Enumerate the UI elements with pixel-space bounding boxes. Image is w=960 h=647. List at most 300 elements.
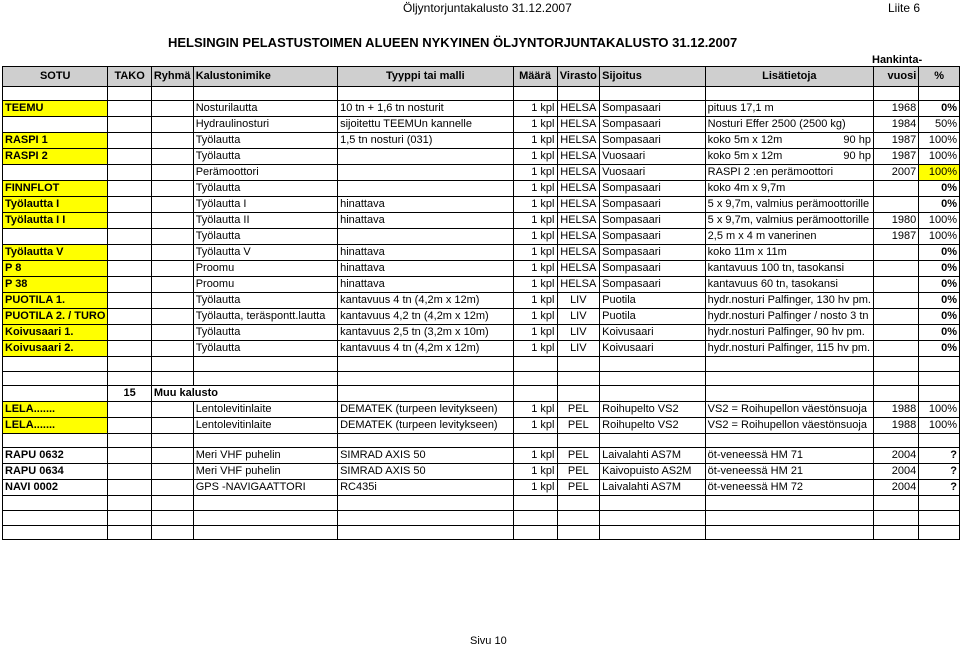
table-row: [3, 133, 960, 149]
tako-cell: [108, 245, 151, 261]
empty-cell: [705, 87, 873, 101]
tako-cell: [108, 149, 151, 165]
sotu-cell: Työlautta I: [3, 197, 108, 213]
empty-cell: [151, 526, 193, 540]
empty-cell: [193, 357, 337, 372]
item-name-cell: Työlautta: [193, 149, 337, 165]
sotu-cell: Koivusaari 2.: [3, 341, 108, 357]
empty-cell: [108, 434, 151, 448]
empty-cell: [338, 511, 514, 526]
agency-cell: PEL: [557, 448, 600, 464]
agency-cell: HELSA: [557, 181, 600, 197]
ryhma-cell: [151, 197, 193, 213]
notes-cell: [705, 229, 873, 245]
quantity-cell: 1 kpl: [513, 464, 557, 480]
tako-cell: [108, 402, 151, 418]
year-cell: [873, 341, 918, 357]
empty-cell: [600, 434, 706, 448]
empty-row: [3, 372, 960, 386]
notes-text: hydr.nosturi Palfinger, 130 hv pm.: [707, 294, 871, 306]
tako-cell: [108, 464, 151, 480]
empty-cell: [151, 511, 193, 526]
ryhma-cell: [151, 480, 193, 496]
notes-cell: [705, 101, 873, 117]
percent-cell: 50%: [919, 117, 960, 133]
empty-cell: [873, 386, 918, 402]
column-header: Kalustonimike: [193, 67, 337, 87]
year-cell: [873, 309, 918, 325]
notes-cell: [705, 293, 873, 309]
empty-cell: [193, 87, 337, 101]
location-cell: Sompasaari: [600, 213, 706, 229]
ryhma-cell: [151, 229, 193, 245]
table-row: [3, 480, 960, 496]
agency-cell: HELSA: [557, 149, 600, 165]
percent-cell: 100%: [919, 402, 960, 418]
year-cell: 2004: [873, 480, 918, 496]
ryhma-cell: [151, 293, 193, 309]
section-label: Muu kalusto: [151, 386, 337, 402]
percent-cell: 0%: [919, 309, 960, 325]
year-cell: 1987: [873, 229, 918, 245]
agency-cell: HELSA: [557, 277, 600, 293]
empty-cell: [705, 496, 873, 511]
empty-row: [3, 357, 960, 372]
percent-cell: 0%: [919, 197, 960, 213]
percent-cell: 0%: [919, 325, 960, 341]
quantity-cell: 1 kpl: [513, 245, 557, 261]
agency-cell: HELSA: [557, 197, 600, 213]
year-cell: [873, 277, 918, 293]
notes-cell: [705, 480, 873, 496]
quantity-cell: 1 kpl: [513, 293, 557, 309]
sotu-cell: P 8: [3, 261, 108, 277]
notes-cell: [705, 418, 873, 434]
notes-extra-text: 90 hp: [843, 150, 871, 162]
year-cell: [873, 261, 918, 277]
empty-cell: [557, 87, 600, 101]
empty-cell: [557, 357, 600, 372]
empty-cell: [873, 496, 918, 511]
sotu-cell: [3, 117, 108, 133]
notes-cell: [705, 325, 873, 341]
empty-cell: [600, 511, 706, 526]
item-name-cell: Meri VHF puhelin: [193, 464, 337, 480]
tako-cell: [108, 213, 151, 229]
quantity-cell: 1 kpl: [513, 149, 557, 165]
equipment-table-body: [3, 67, 960, 540]
empty-cell: [3, 496, 108, 511]
notes-cell: [705, 181, 873, 197]
empty-row: [3, 496, 960, 511]
empty-cell: [151, 434, 193, 448]
empty-cell: [513, 357, 557, 372]
item-name-cell: Työlautta V: [193, 245, 337, 261]
location-cell: Laivalahti AS7M: [600, 448, 706, 464]
notes-text: koko 5m x 12m: [707, 150, 783, 162]
notes-cell: [705, 402, 873, 418]
tako-cell: [108, 197, 151, 213]
quantity-cell: 1 kpl: [513, 213, 557, 229]
item-name-cell: Työlautta: [193, 181, 337, 197]
sotu-cell: LELA.......: [3, 418, 108, 434]
item-name-cell: Nosturilautta: [193, 101, 337, 117]
quantity-cell: 1 kpl: [513, 133, 557, 149]
location-cell: Koivusaari: [600, 325, 706, 341]
type-model-cell: hinattava: [338, 277, 514, 293]
item-name-cell: GPS -NAVIGAATTORI: [193, 480, 337, 496]
empty-cell: [338, 526, 514, 540]
percent-cell: ?: [919, 464, 960, 480]
table-row: [3, 402, 960, 418]
item-name-cell: Työlautta: [193, 325, 337, 341]
type-model-cell: kantavuus 4 tn (4,2m x 12m): [338, 341, 514, 357]
notes-text: 5 x 9,7m, valmius perämoottorille: [707, 214, 870, 226]
item-name-cell: Lentolevitinlaite: [193, 402, 337, 418]
empty-cell: [151, 87, 193, 101]
percent-cell: 0%: [919, 341, 960, 357]
agency-cell: LIV: [557, 341, 600, 357]
type-model-cell: DEMATEK (turpeen levitykseen): [338, 418, 514, 434]
table-row: [3, 418, 960, 434]
notes-cell: [705, 341, 873, 357]
empty-cell: [108, 372, 151, 386]
percent-cell: 0%: [919, 277, 960, 293]
ryhma-cell: [151, 277, 193, 293]
empty-cell: [557, 372, 600, 386]
equipment-table: [2, 66, 960, 540]
location-cell: Sompasaari: [600, 229, 706, 245]
empty-cell: [557, 526, 600, 540]
notes-text: RASPI 2 :en perämoottori: [707, 166, 834, 178]
ryhma-cell: [151, 309, 193, 325]
sotu-cell: P 38: [3, 277, 108, 293]
column-header: Ryhmä: [151, 67, 193, 87]
empty-cell: [600, 357, 706, 372]
tako-cell: [108, 101, 151, 117]
page-number: Sivu 10: [470, 635, 507, 647]
tako-cell: [108, 229, 151, 245]
ryhma-cell: [151, 245, 193, 261]
quantity-cell: 1 kpl: [513, 229, 557, 245]
column-header: vuosi: [873, 67, 918, 87]
empty-cell: [919, 386, 960, 402]
empty-cell: [108, 357, 151, 372]
empty-cell: [151, 372, 193, 386]
item-name-cell: Työlautta, teräspontt.lautta: [193, 309, 337, 325]
percent-cell: 100%: [919, 213, 960, 229]
sotu-cell: [3, 165, 108, 181]
year-cell: 1988: [873, 402, 918, 418]
empty-cell: [3, 511, 108, 526]
column-header: Tyyppi tai malli: [338, 67, 514, 87]
year-cell: 1988: [873, 418, 918, 434]
table-row: [3, 448, 960, 464]
agency-cell: PEL: [557, 480, 600, 496]
item-name-cell: Perämoottori: [193, 165, 337, 181]
year-cell: 2007: [873, 165, 918, 181]
location-cell: Vuosaari: [600, 149, 706, 165]
empty-cell: [600, 87, 706, 101]
percent-cell: 100%: [919, 149, 960, 165]
notes-cell: [705, 261, 873, 277]
type-model-cell: DEMATEK (turpeen levitykseen): [338, 402, 514, 418]
table-row: [3, 325, 960, 341]
empty-cell: [600, 372, 706, 386]
sotu-cell: Koivusaari 1.: [3, 325, 108, 341]
quantity-cell: 1 kpl: [513, 341, 557, 357]
column-header: Lisätietoja: [705, 67, 873, 87]
percent-cell: 0%: [919, 101, 960, 117]
sotu-cell: RAPU 0634: [3, 464, 108, 480]
year-cell: 1987: [873, 133, 918, 149]
year-cell: [873, 325, 918, 341]
empty-cell: [3, 526, 108, 540]
empty-cell: [919, 372, 960, 386]
quantity-cell: 1 kpl: [513, 418, 557, 434]
agency-cell: HELSA: [557, 245, 600, 261]
tako-cell: [108, 117, 151, 133]
column-header-row: [3, 67, 960, 87]
location-cell: Sompasaari: [600, 197, 706, 213]
year-cell: [873, 293, 918, 309]
notes-text: VS2 = Roihupellon väestönsuoja: [707, 419, 867, 431]
type-model-cell: [338, 181, 514, 197]
empty-cell: [557, 511, 600, 526]
quantity-cell: 1 kpl: [513, 480, 557, 496]
empty-cell: [705, 386, 873, 402]
type-model-cell: [338, 229, 514, 245]
notes-text: öt-veneessä HM 21: [707, 465, 804, 477]
notes-text: pituus 17,1 m: [707, 102, 774, 114]
acquisition-header-label: Hankinta-: [872, 54, 923, 66]
year-cell: 1987: [873, 149, 918, 165]
location-cell: Sompasaari: [600, 181, 706, 197]
sotu-cell: Työlautta I I: [3, 213, 108, 229]
notes-text: kantavuus 100 tn, tasokansi: [707, 262, 845, 274]
tako-cell: [108, 277, 151, 293]
empty-cell: [557, 496, 600, 511]
year-cell: [873, 181, 918, 197]
item-name-cell: Proomu: [193, 261, 337, 277]
agency-cell: LIV: [557, 309, 600, 325]
agency-cell: HELSA: [557, 261, 600, 277]
empty-cell: [513, 496, 557, 511]
agency-cell: PEL: [557, 464, 600, 480]
tako-cell: [108, 418, 151, 434]
quantity-cell: 1 kpl: [513, 448, 557, 464]
location-cell: Sompasaari: [600, 117, 706, 133]
notes-cell: [705, 197, 873, 213]
location-cell: Roihupelto VS2: [600, 418, 706, 434]
percent-cell: 0%: [919, 293, 960, 309]
empty-cell: [108, 87, 151, 101]
column-header: SOTU: [3, 67, 108, 87]
type-model-cell: kantavuus 4 tn (4,2m x 12m): [338, 293, 514, 309]
tako-cell: [108, 133, 151, 149]
location-cell: Roihupelto VS2: [600, 402, 706, 418]
year-cell: 1968: [873, 101, 918, 117]
tako-cell: [108, 341, 151, 357]
notes-text: koko 11m x 11m: [707, 246, 787, 258]
type-model-cell: kantavuus 2,5 tn (3,2m x 10m): [338, 325, 514, 341]
empty-cell: [919, 526, 960, 540]
ryhma-cell: [151, 165, 193, 181]
table-row: [3, 197, 960, 213]
empty-cell: [338, 496, 514, 511]
empty-cell: [193, 511, 337, 526]
notes-text: Nosturi Effer 2500 (2500 kg): [707, 118, 846, 130]
agency-cell: PEL: [557, 402, 600, 418]
empty-cell: [193, 372, 337, 386]
column-header: Määrä: [513, 67, 557, 87]
notes-cell: [705, 464, 873, 480]
notes-cell: [705, 245, 873, 261]
table-row: [3, 464, 960, 480]
sotu-cell: RASPI 2: [3, 149, 108, 165]
empty-cell: [600, 526, 706, 540]
percent-cell: 100%: [919, 229, 960, 245]
empty-cell: [600, 386, 706, 402]
type-model-cell: [338, 165, 514, 181]
agency-cell: HELSA: [557, 229, 600, 245]
table-row: [3, 277, 960, 293]
section-number: 15: [108, 386, 151, 402]
empty-cell: [557, 434, 600, 448]
ryhma-cell: [151, 117, 193, 133]
table-row: [3, 245, 960, 261]
notes-text: 5 x 9,7m, valmius perämoottorille: [707, 198, 870, 210]
notes-cell: [705, 165, 873, 181]
empty-cell: [338, 372, 514, 386]
table-row: [3, 165, 960, 181]
empty-cell: [600, 496, 706, 511]
notes-cell: [705, 213, 873, 229]
item-name-cell: Meri VHF puhelin: [193, 448, 337, 464]
item-name-cell: Työlautta: [193, 133, 337, 149]
document-name: Öljyntorjuntakalusto 31.12.2007: [403, 1, 572, 15]
ryhma-cell: [151, 448, 193, 464]
column-header: %: [919, 67, 960, 87]
empty-cell: [3, 434, 108, 448]
tako-cell: [108, 325, 151, 341]
location-cell: Sompasaari: [600, 277, 706, 293]
empty-cell: [873, 357, 918, 372]
year-cell: 1984: [873, 117, 918, 133]
type-model-cell: [338, 149, 514, 165]
notes-cell: [705, 117, 873, 133]
empty-cell: [705, 526, 873, 540]
page-title: HELSINGIN PELASTUSTOIMEN ALUEEN NYKYINEN ÖLJYNTORJUNTAKALUSTO 31.12.2007: [168, 35, 738, 50]
sotu-cell: NAVI 0002: [3, 480, 108, 496]
notes-extra-text: 90 hp: [843, 134, 871, 146]
column-header: TAKO: [108, 67, 151, 87]
empty-cell: [513, 87, 557, 101]
type-model-cell: hinattava: [338, 261, 514, 277]
notes-cell: [705, 448, 873, 464]
location-cell: Sompasaari: [600, 101, 706, 117]
ryhma-cell: [151, 101, 193, 117]
empty-cell: [919, 87, 960, 101]
location-cell: Puotila: [600, 309, 706, 325]
empty-row: [3, 434, 960, 448]
ryhma-cell: [151, 181, 193, 197]
table-row: [3, 229, 960, 245]
empty-cell: [873, 511, 918, 526]
empty-cell: [338, 357, 514, 372]
table-row: [3, 117, 960, 133]
percent-cell: 0%: [919, 245, 960, 261]
location-cell: Sompasaari: [600, 133, 706, 149]
empty-row: [3, 526, 960, 540]
empty-cell: [873, 87, 918, 101]
location-cell: Vuosaari: [600, 165, 706, 181]
ryhma-cell: [151, 325, 193, 341]
percent-cell: 100%: [919, 133, 960, 149]
empty-cell: [513, 526, 557, 540]
ryhma-cell: [151, 213, 193, 229]
page-header: [0, 0, 960, 18]
type-model-cell: kantavuus 4,2 tn (4,2m x 12m): [338, 309, 514, 325]
year-cell: 2004: [873, 464, 918, 480]
empty-row: [3, 87, 960, 101]
location-cell: Laivalahti AS7M: [600, 480, 706, 496]
sotu-cell: PUOTILA 1.: [3, 293, 108, 309]
empty-cell: [919, 357, 960, 372]
item-name-cell: Proomu: [193, 277, 337, 293]
quantity-cell: 1 kpl: [513, 402, 557, 418]
type-model-cell: RC435i: [338, 480, 514, 496]
agency-cell: PEL: [557, 418, 600, 434]
empty-cell: [919, 511, 960, 526]
empty-cell: [193, 526, 337, 540]
table-row: [3, 309, 960, 325]
ryhma-cell: [151, 402, 193, 418]
empty-cell: [705, 434, 873, 448]
location-cell: Koivusaari: [600, 341, 706, 357]
quantity-cell: 1 kpl: [513, 261, 557, 277]
type-model-cell: hinattava: [338, 197, 514, 213]
year-cell: 2004: [873, 448, 918, 464]
sotu-cell: Työlautta V: [3, 245, 108, 261]
empty-cell: [873, 372, 918, 386]
agency-cell: HELSA: [557, 133, 600, 149]
notes-cell: [705, 149, 873, 165]
quantity-cell: 1 kpl: [513, 117, 557, 133]
empty-cell: [3, 386, 108, 402]
ryhma-cell: [151, 149, 193, 165]
item-name-cell: Lentolevitinlaite: [193, 418, 337, 434]
table-row: [3, 261, 960, 277]
empty-row: [3, 511, 960, 526]
year-cell: 1980: [873, 213, 918, 229]
sotu-cell: FINNFLOT: [3, 181, 108, 197]
notes-text: hydr.nosturi Palfinger / nosto 3 tn: [707, 310, 869, 322]
table-row: [3, 149, 960, 165]
ryhma-cell: [151, 341, 193, 357]
table-row: [3, 341, 960, 357]
percent-cell: ?: [919, 480, 960, 496]
location-cell: Puotila: [600, 293, 706, 309]
quantity-cell: 1 kpl: [513, 181, 557, 197]
tako-cell: [108, 309, 151, 325]
empty-cell: [338, 434, 514, 448]
sotu-cell: [3, 229, 108, 245]
quantity-cell: 1 kpl: [513, 165, 557, 181]
column-header: Virasto: [557, 67, 600, 87]
tako-cell: [108, 181, 151, 197]
type-model-cell: 10 tn + 1,6 tn nosturit: [338, 101, 514, 117]
